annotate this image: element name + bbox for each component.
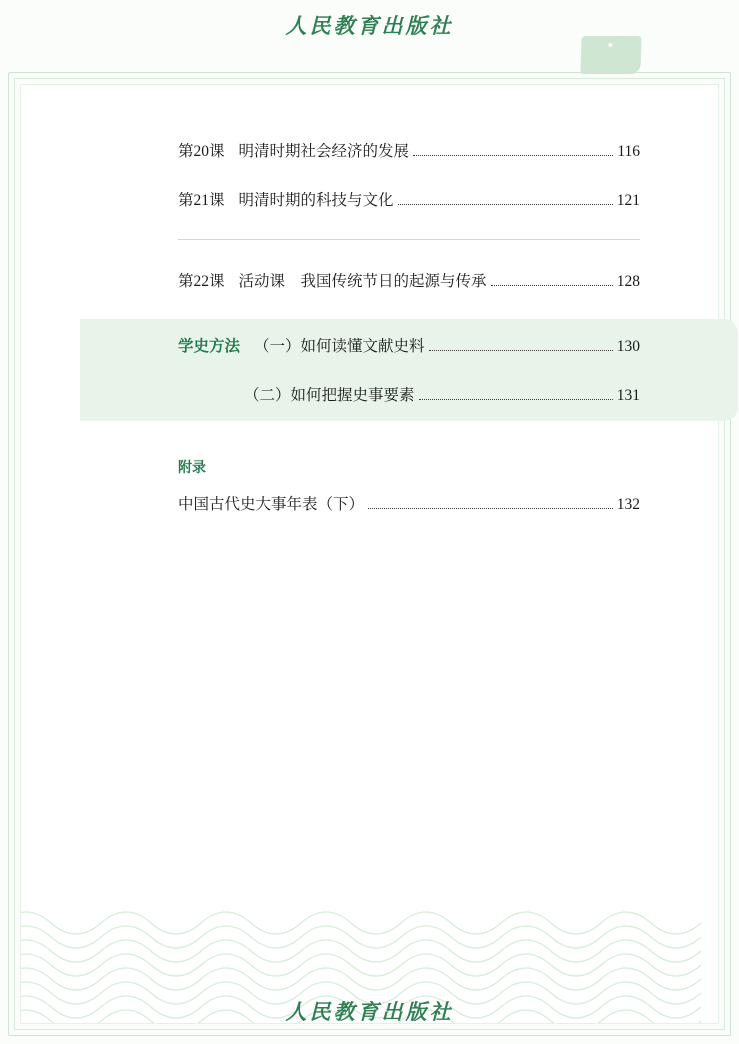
publisher-logo-bottom: 人民教育出版社	[285, 1000, 454, 1024]
toc-entry-title: 明清时期社会经济的发展	[238, 143, 410, 160]
method-section	[80, 319, 738, 422]
toc-entry-title: （二）如何把握史事要素	[244, 387, 415, 404]
toc-page-number: 128	[616, 272, 640, 290]
toc-page-number: 132	[616, 496, 640, 514]
toc-entry[interactable]	[178, 140, 640, 163]
toc-entry[interactable]	[178, 189, 640, 212]
toc-page-number: 121	[616, 192, 640, 210]
publisher-logo-top: 人民教育出版社	[285, 14, 454, 38]
corner-tab-dot	[608, 43, 612, 47]
toc-entry-title: 活动课 我国传统节日的起源与传承	[238, 272, 487, 290]
toc-entry-title: 明清时期的科技与文化	[238, 192, 394, 210]
toc-page-number: 131	[616, 387, 640, 404]
toc-lesson-number: 第21课	[178, 192, 225, 210]
toc-leader-dots	[368, 508, 613, 509]
toc-lesson-number: 第22课	[178, 272, 225, 290]
toc-entry[interactable]	[178, 270, 640, 293]
method-section-label: 学史方法	[178, 337, 241, 355]
table-of-contents	[178, 140, 640, 543]
toc-page-number: 116	[617, 143, 640, 160]
toc-entry-method[interactable]	[178, 384, 640, 407]
toc-leader-dots	[413, 155, 613, 156]
toc-leader-dots	[419, 399, 613, 400]
toc-entry-method[interactable]	[178, 335, 640, 358]
toc-page-number: 130	[616, 337, 640, 355]
section-divider	[178, 239, 640, 240]
corner-bookmark-tab	[580, 36, 641, 74]
toc-entry-title: （一）如何读懂文献史料	[254, 337, 425, 355]
toc-leader-dots	[491, 285, 613, 286]
toc-entry-appendix[interactable]	[178, 493, 640, 516]
toc-leader-dots	[398, 204, 613, 205]
toc-lesson-number: 第20课	[178, 143, 225, 160]
appendix-label: 附录	[178, 461, 206, 477]
toc-entry-title: 中国古代史大事年表（下）	[178, 496, 365, 514]
toc-leader-dots	[429, 350, 613, 351]
